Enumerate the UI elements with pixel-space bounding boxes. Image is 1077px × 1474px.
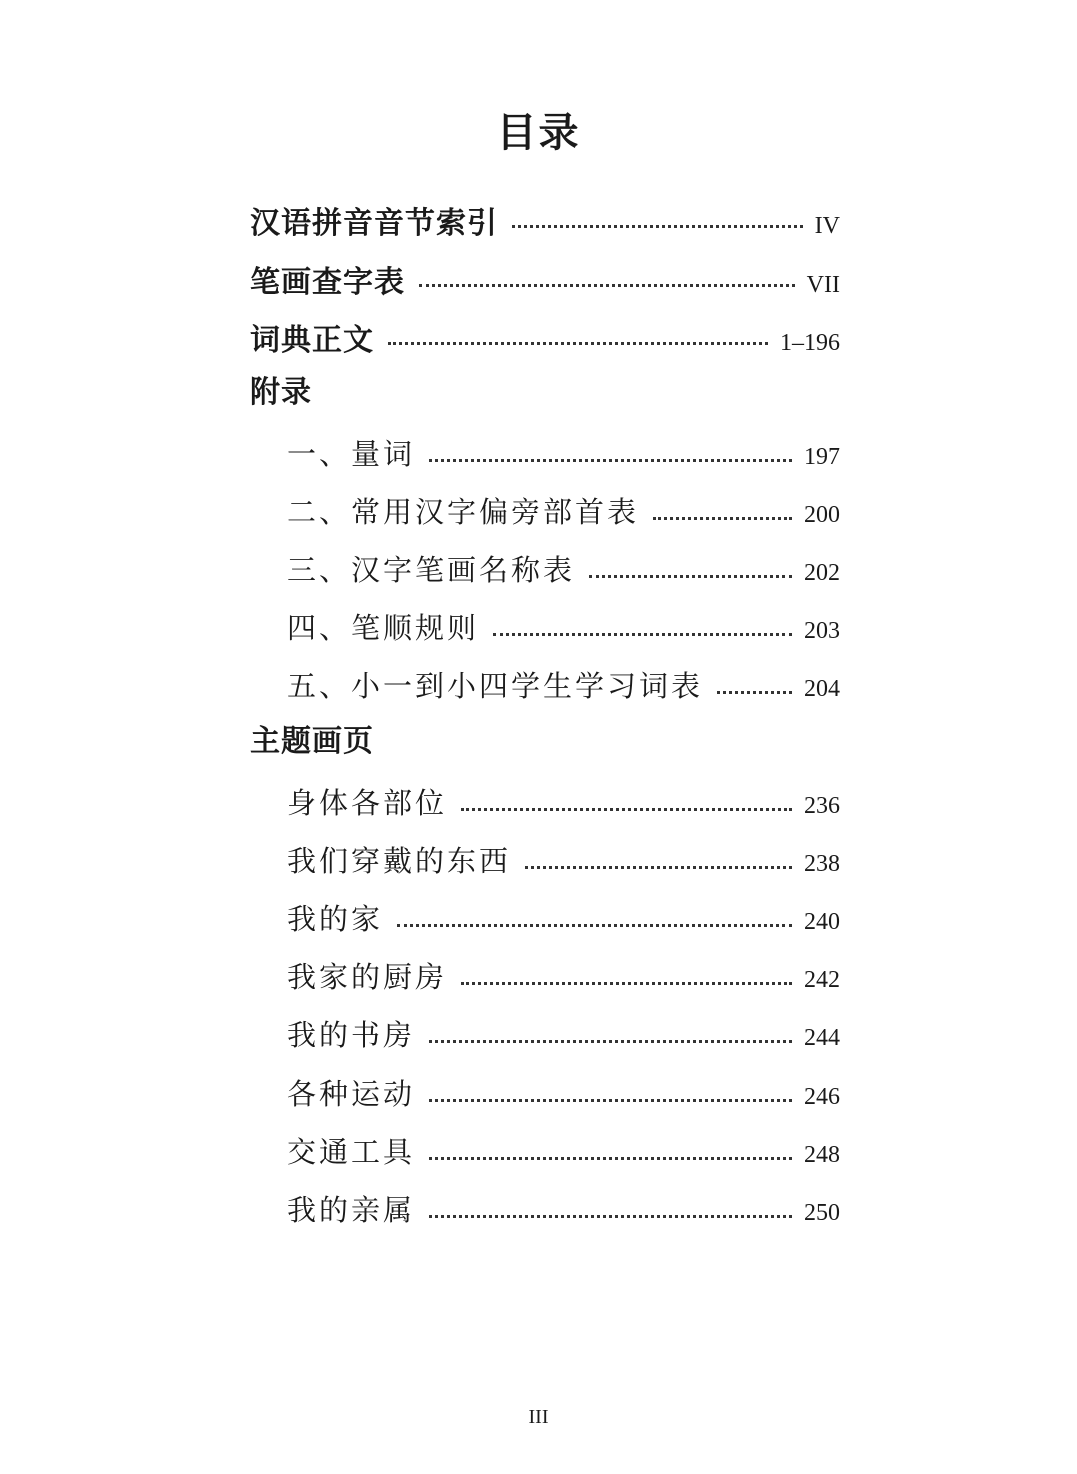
toc-entry-page: 248: [804, 1142, 840, 1168]
toc-entry-label: 笔画查字表: [250, 265, 405, 300]
toc-entry-theme-7[interactable]: [287, 1130, 840, 1170]
toc-entry-page: 246: [804, 1084, 840, 1110]
toc-entry-label: 我的书房: [287, 1018, 416, 1052]
dot-leader: [512, 225, 803, 228]
toc-entry-label: 词典正文: [250, 323, 374, 358]
toc-entry-page: 244: [804, 1025, 840, 1051]
toc-entry-label: 我家的厨房: [287, 960, 448, 994]
toc-entry-dictionary-body[interactable]: [250, 315, 840, 358]
toc-entry-theme-6[interactable]: [287, 1072, 840, 1112]
dot-leader: [589, 575, 792, 578]
toc-entry-appendix-1[interactable]: [287, 432, 840, 472]
page-title: 目录: [496, 110, 581, 156]
toc-entry-page: 1–196: [780, 330, 840, 356]
toc-entry-appendix-4[interactable]: [287, 606, 840, 646]
toc-entry-theme-5[interactable]: [287, 1013, 840, 1053]
toc-entry-label: 各种运动: [287, 1077, 416, 1111]
dot-leader: [429, 1157, 792, 1160]
dot-leader: [461, 808, 792, 811]
toc-entry-theme-3[interactable]: [287, 897, 840, 937]
toc-entry-pinyin-index[interactable]: [250, 198, 840, 241]
toc-entry-label: 身体各部位: [287, 786, 448, 820]
toc-entry-page: 238: [804, 851, 840, 877]
dot-leader: [397, 924, 792, 927]
toc-entry-label: 三、汉字笔画名称表: [287, 553, 576, 587]
toc-entry-label: 汉语拼音音节索引: [250, 206, 498, 241]
toc-entry-label: 交通工具: [287, 1135, 416, 1169]
appendix-heading: 附录: [250, 375, 312, 410]
toc-entry-label: 我的亲属: [287, 1193, 416, 1227]
toc-entry-page: 200: [804, 502, 840, 528]
dot-leader: [717, 691, 792, 694]
toc-entry-page: IV: [814, 213, 840, 239]
dot-leader: [653, 517, 792, 520]
toc-entry-page: 197: [804, 444, 840, 470]
themes-heading: 主题画页: [250, 724, 374, 759]
toc-entry-page: 240: [804, 909, 840, 935]
dot-leader: [461, 982, 792, 985]
dot-leader: [493, 633, 792, 636]
toc-entry-appendix-5[interactable]: [287, 664, 840, 704]
toc-entry-theme-4[interactable]: [287, 955, 840, 995]
page-folio: III: [528, 1406, 549, 1428]
toc-entry-label: 四、笔顺规则: [287, 611, 480, 645]
dot-leader: [525, 866, 792, 869]
toc-entry-theme-8[interactable]: [287, 1188, 840, 1228]
toc-entry-page: 203: [804, 618, 840, 644]
dot-leader: [388, 342, 768, 345]
toc-entry-label: 二、常用汉字偏旁部首表: [287, 495, 640, 529]
toc-entry-label: 一、量词: [287, 437, 416, 471]
toc-entry-theme-1[interactable]: [287, 781, 840, 821]
toc-entry-page: 242: [804, 967, 840, 993]
toc-entry-page: 236: [804, 793, 840, 819]
toc-entry-label: 我的家: [287, 902, 384, 936]
toc-entry-page: 250: [804, 1200, 840, 1226]
toc-entry-page: 202: [804, 560, 840, 586]
toc-entry-appendix-3[interactable]: [287, 548, 840, 588]
toc-entry-theme-2[interactable]: [287, 839, 840, 879]
toc-entry-page: VII: [806, 272, 840, 298]
toc-entry-label: 五、小一到小四学生学习词表: [287, 669, 704, 703]
dot-leader: [429, 1040, 792, 1043]
toc-entry-appendix-2[interactable]: [287, 490, 840, 530]
dot-leader: [429, 1099, 792, 1102]
toc-entry-stroke-index[interactable]: [250, 257, 840, 300]
dot-leader: [419, 284, 795, 287]
dot-leader: [429, 459, 792, 462]
dot-leader: [429, 1215, 792, 1218]
toc-entry-label: 我们穿戴的东西: [287, 844, 512, 878]
toc-entry-page: 204: [804, 676, 840, 702]
